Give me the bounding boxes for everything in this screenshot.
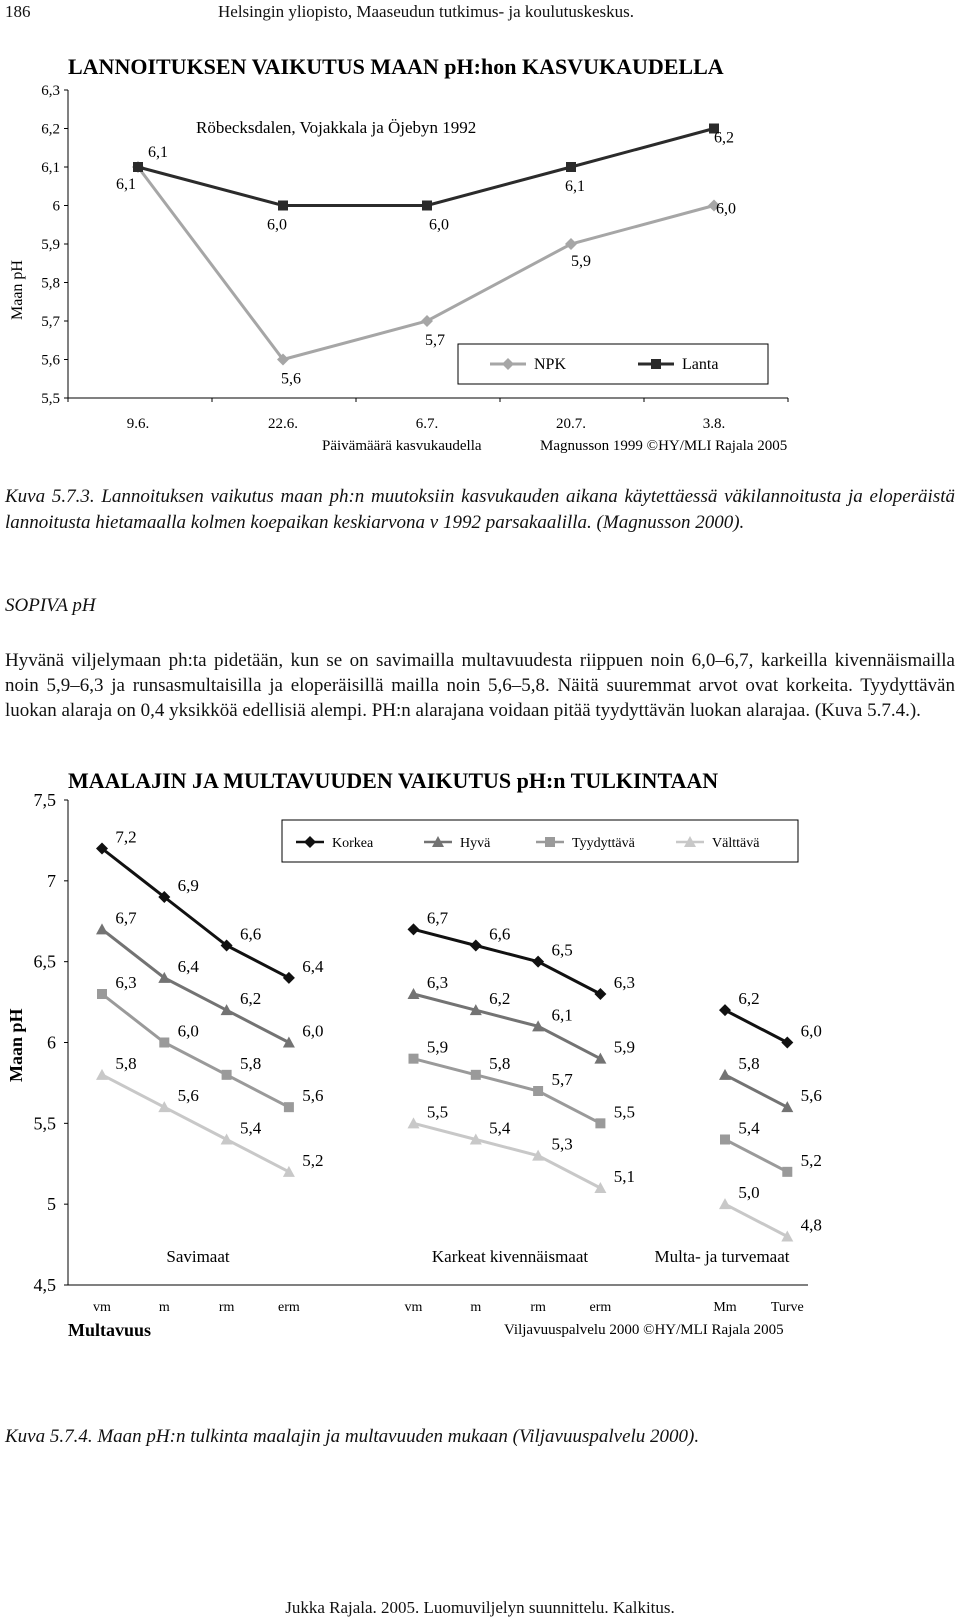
page-footer: Jukka Rajala. 2005. Luomuviljelyn suunnittelu. Kalkitus.	[285, 1598, 675, 1617]
chart2-x-tick-label: erm	[278, 1300, 300, 1315]
chart2-point-tyydyttv	[782, 1167, 792, 1177]
chart1-point-lanta	[278, 201, 288, 211]
chart1-series-line-lanta	[138, 129, 714, 206]
chart1-data-label: 5,7	[425, 332, 445, 349]
chart2-data-label: 4,8	[800, 1215, 822, 1235]
chart2-data-label: 6,2	[738, 989, 760, 1009]
chart2-x-tick-label: vm	[93, 1300, 111, 1315]
chart1-source: Magnusson 1999 ©HY/MLI Rajala 2005	[540, 438, 788, 454]
chart2-data-label: 5,6	[177, 1086, 199, 1106]
chart2-point-tyydyttv	[159, 1038, 169, 1048]
chart1-data-label: 5,6	[281, 370, 301, 388]
chart2-y-tick-label: 4,5	[33, 1275, 56, 1295]
chart2-point-tyydyttv	[97, 989, 107, 999]
chart2-y-tick-label: 7,5	[33, 790, 56, 810]
chart2-point-tyydyttv	[533, 1086, 543, 1096]
chart2-data-label: 6,3	[115, 973, 137, 992]
chart2-x-tick-label: erm	[589, 1300, 612, 1315]
chart2-data-label: 6,6	[239, 924, 262, 944]
chart1-point-lanta	[422, 201, 432, 211]
chart2-data-label: 7,2	[115, 827, 137, 847]
chart2-data-label: 5,5	[613, 1102, 636, 1122]
chart2-data-label: 6,7	[426, 908, 449, 928]
chart2-data-label: 6,0	[302, 1021, 324, 1041]
chart1-y-tick-label: 5,8	[41, 275, 60, 292]
chart2-data-label: 6,3	[426, 973, 449, 992]
page-header: Helsingin yliopisto, Maaseudun tutkimus- ja koulutuskeskus.	[218, 2, 635, 21]
chart2-data-label: 6,0	[800, 1021, 822, 1041]
chart2-data-label: 5,1	[613, 1167, 636, 1186]
chart1-x-tick-label: 20.7.	[556, 416, 586, 432]
chart2-y-tick-label: 6	[47, 1032, 56, 1053]
chart2-data-label: 5,8	[738, 1053, 760, 1073]
chart2-ylabel: Maan pH	[6, 1008, 26, 1082]
chart1-ylabel: Maan pH	[9, 260, 26, 320]
chart2-legend-marker	[545, 837, 555, 847]
chart2-point-korkea	[408, 923, 420, 935]
chart2-legend	[282, 820, 798, 862]
chart2-point-korkea	[470, 940, 482, 952]
chart1-x-tick-label: 22.6.	[268, 416, 298, 432]
chart2-legend-label: Tyydyttävä	[572, 836, 635, 851]
chart2-point-hyv	[96, 923, 108, 934]
chart1-legend	[458, 344, 768, 384]
chart2-data-label: 5,9	[426, 1037, 449, 1057]
chart1-legend-label: NPK	[534, 356, 567, 373]
chart2-data-label: 6,2	[489, 989, 511, 1009]
chart2-point-tyydyttv	[222, 1070, 232, 1080]
chart2-source: Viljavuuspalvelu 2000 ©HY/MLI Rajala 2005	[504, 1322, 784, 1338]
chart1-point-lanta	[133, 162, 143, 172]
chart2-x-tick-label: Mm	[713, 1300, 737, 1315]
chart1-x-tick-label: 6.7.	[415, 416, 439, 432]
chart2-data-label: 5,8	[115, 1053, 137, 1073]
chart1-data-label: 6,1	[565, 178, 585, 195]
chart1-title: LANNOITUKSEN VAIKUTUS MAAN pH:hon KASVUKAUDELLA	[68, 54, 724, 79]
chart2-point-tyydyttv	[595, 1118, 605, 1128]
chart2-x-tick-label: rm	[218, 1300, 235, 1315]
chart1-y-tick-label: 6,3	[41, 83, 60, 99]
chart2-data-label: 6,0	[177, 1021, 199, 1041]
chart2-data-label: 5,5	[426, 1102, 449, 1122]
page-number: 186	[5, 2, 31, 21]
chart1-x-tick-label: 3.8.	[702, 416, 726, 432]
chart2-legend-label: Korkea	[332, 836, 374, 851]
chart2-y-tick-label: 5,5	[33, 1113, 56, 1134]
chart2-point-korkea	[283, 972, 295, 984]
chart1-y-tick-label: 5,6	[41, 352, 60, 369]
chart2-group-label: Multa- ja turvemaat	[654, 1247, 790, 1266]
chart2-data-label: 6,4	[302, 956, 324, 976]
chart2-data-label: 5,6	[800, 1086, 822, 1106]
chart1-legend-marker	[651, 359, 661, 369]
chart2-data-label: 6,7	[115, 908, 137, 928]
chart2-point-korkea	[781, 1037, 793, 1049]
chart1-data-label: 6,1	[148, 144, 168, 161]
chart2-data-label: 5,2	[800, 1150, 822, 1170]
chart2-data-label: 6,5	[551, 940, 573, 960]
chart2-xlabel: Multavuus	[68, 1320, 152, 1340]
chart1-legend-label: Lanta	[682, 356, 719, 373]
chart2-y-tick-label: 5	[47, 1194, 56, 1215]
chart2-data-label: 6,1	[551, 1005, 573, 1025]
chart1-point-npk	[565, 238, 577, 250]
chart2-data-label: 5,4	[239, 1118, 262, 1138]
chart2-data-label: 6,6	[489, 924, 511, 944]
chart2-point-hyv	[408, 988, 420, 999]
chart2-point-hyv	[719, 1069, 731, 1080]
chart2-legend-label: Hyvä	[460, 836, 491, 851]
chart2-y-tick-label: 6,5	[33, 951, 56, 972]
chart1-data-label: 6,0	[716, 200, 736, 218]
chart1-y-tick-label: 5,9	[41, 237, 60, 253]
body-paragraph: Hyvänä viljelymaan ph:ta pidetään, kun se on savimailla multavuudesta riippuen noin 6,0–6,7, karkeilla kivennäismailla noin 5,9–6,3 ja runsasmultaisilla ja eloperäisillä mailla noin 5,6–5,8. Näitä suuremmat arvot ovat korkeita. Tyydyttävän luokan alaraja on 0,4 yksikköä edellisiä alempi. PH:n alarajana voidaan pitää tyydyttävän luokan alarajaa. (Kuva 5.7.4.).	[5, 650, 955, 721]
chart2-group-label: Savimaat	[166, 1247, 230, 1266]
chart2-point-tyydyttv	[409, 1054, 419, 1064]
chart1-point-lanta	[566, 162, 576, 172]
chart2-data-label: 5,2	[302, 1150, 324, 1170]
chart2-point-tyydyttv	[284, 1102, 294, 1112]
chart2-data-label: 5,4	[738, 1118, 760, 1138]
chart2-x-tick-label: rm	[530, 1300, 546, 1315]
chart2-y-tick-label: 7	[47, 870, 56, 891]
chart2-data-label: 6,2	[239, 989, 262, 1009]
chart2-x-tick-label: Turve	[770, 1300, 804, 1315]
chart2-data-label: 5,0	[738, 1183, 760, 1203]
chart2-data-label: 6,4	[177, 956, 199, 976]
chart1-data-label: 6,0	[429, 216, 449, 234]
chart1-y-tick-label: 5,7	[41, 314, 60, 330]
chart2-data-label: 6,3	[613, 973, 636, 992]
chart2-point-korkea	[719, 1004, 731, 1016]
chart1-y-tick-label: 6	[52, 198, 60, 215]
chart1-y-tick-label: 6,1	[41, 160, 60, 176]
chart2-x-tick-label: m	[470, 1300, 482, 1315]
chart1-data-label: 6,1	[116, 176, 136, 193]
chart2-data-label: 5,7	[551, 1070, 573, 1089]
section-heading: SOPIVA pH	[5, 595, 96, 616]
chart2-point-tyydyttv	[471, 1070, 481, 1080]
chart2-data-label: 5,4	[489, 1118, 511, 1138]
chart2-point-vlttv	[719, 1198, 731, 1209]
chart1-point-npk	[421, 315, 433, 327]
chart1-series-line-npk	[138, 167, 714, 360]
figure-caption-5-7-4: Kuva 5.7.4. Maan pH:n tulkinta maalajin ja multavuuden mukaan (Viljavuuspalvelu 2000).	[5, 1426, 700, 1447]
chart1-y-tick-label: 5,5	[41, 391, 60, 407]
chart2-data-label: 5,9	[613, 1037, 636, 1057]
chart1-subtitle: Röbecksdalen, Vojakkala ja Öjebyn 1992	[196, 118, 477, 137]
chart2-series-line-korkea	[725, 1010, 787, 1042]
chart2-data-label: 5,3	[551, 1134, 573, 1154]
chart2-series-line-hyv	[725, 1075, 787, 1107]
chart2-title: MAALAJIN JA MULTAVUUDEN VAIKUTUS pH:n TULKINTAAN	[68, 768, 719, 793]
chart2-data-label: 6,9	[177, 876, 199, 895]
chart2-data-label: 5,6	[302, 1086, 324, 1106]
chart-soil-type-ph	[0, 760, 960, 1380]
figure-caption-5-7-3: Kuva 5.7.3. Lannoituksen vaikutus maan ph:n muutoksiin kasvukauden aikana käytettäessä väkilannoitusta ja eloperäistä lannoitusta hietamaalla kolmen koepaikan keskiarvona v 1992 parsakaalilla. (Magnusson 2000).	[5, 486, 955, 533]
chart2-series-line-vlttv	[725, 1204, 787, 1236]
chart2-point-vlttv	[408, 1117, 420, 1128]
chart2-point-korkea	[594, 988, 606, 1000]
chart2-x-tick-label: vm	[404, 1300, 423, 1315]
chart2-data-label: 5,8	[239, 1053, 262, 1073]
chart1-y-tick-label: 6,2	[41, 121, 60, 138]
chart2-point-vlttv	[96, 1069, 108, 1080]
chart2-legend-label: Välttävä	[712, 836, 760, 851]
chart2-point-tyydyttv	[720, 1135, 730, 1145]
chart1-x-tick-label: 9.6.	[126, 416, 150, 432]
chart1-data-label: 6,0	[267, 216, 287, 234]
chart1-data-label: 6,2	[714, 129, 734, 147]
chart2-point-korkea	[532, 956, 544, 968]
chart2-x-tick-label: m	[158, 1300, 170, 1315]
chart2-group-label: Karkeat kivennäismaat	[431, 1247, 589, 1266]
chart2-series-line-tyydyttv	[725, 1140, 787, 1172]
chart-fertilization-ph	[0, 40, 960, 480]
chart1-data-label: 5,9	[571, 253, 591, 270]
chart2-data-label: 5,8	[489, 1053, 511, 1073]
chart1-xlabel: Päivämäärä kasvukaudella	[322, 438, 482, 454]
